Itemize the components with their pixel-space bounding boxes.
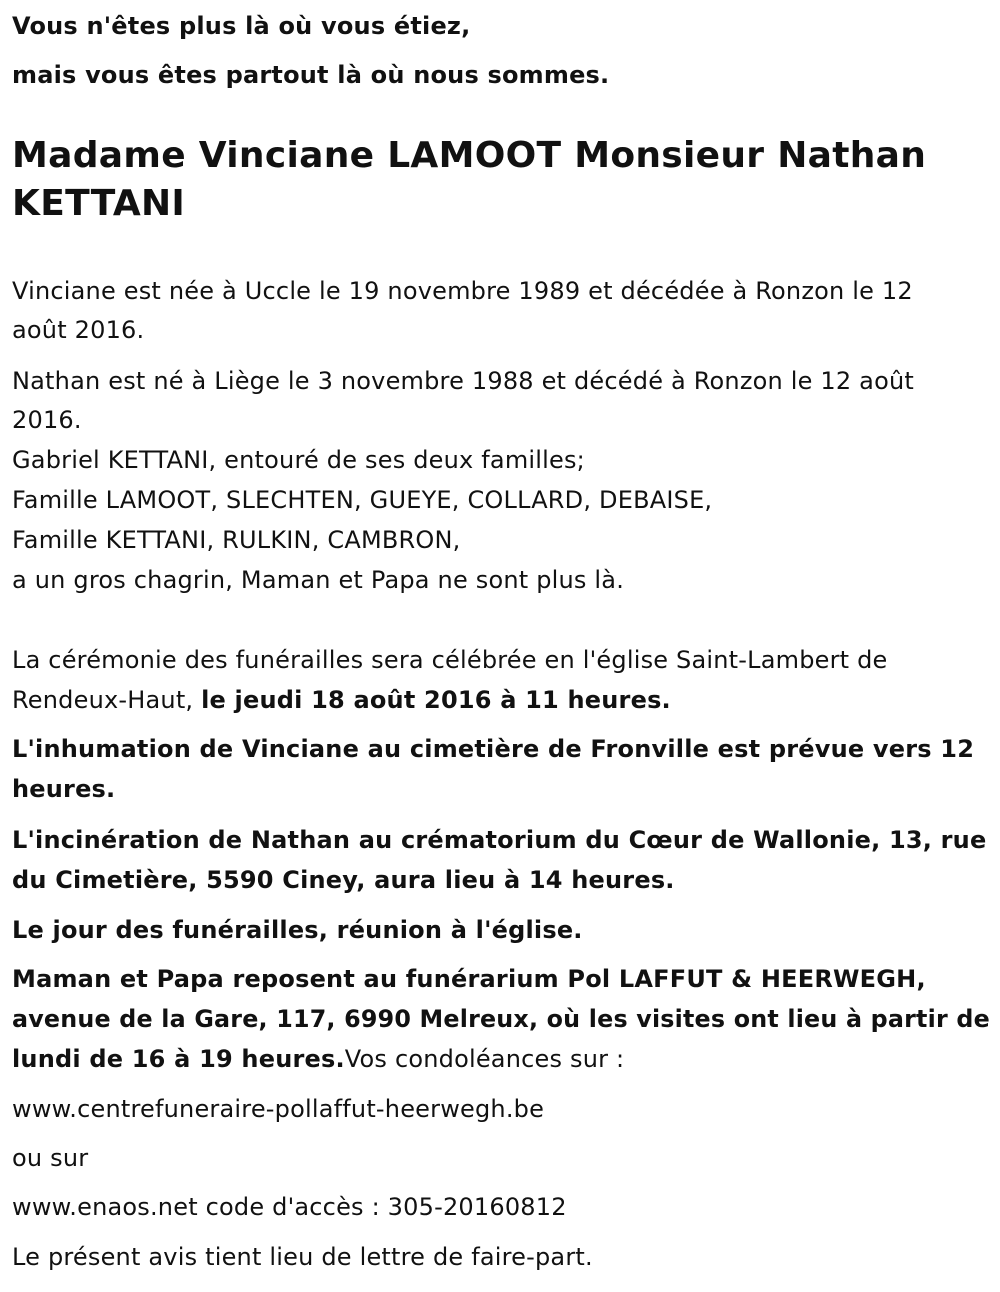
condolences-label: Vos condoléances sur : (344, 1045, 625, 1073)
condolences-or: ou sur (12, 1144, 89, 1172)
footer-note: Le présent avis tient lieu de lettre de faire-part. (12, 1243, 593, 1271)
nathan-birth-death-line-1: Nathan est né à Liège le 3 novembre 1988 et décédé à Ronzon le 12 août (12, 367, 914, 395)
burial-line-2: heures. (12, 775, 116, 803)
burial-line-1: L'inhumation de Vinciane au cimetière de Fronville est prévue vers 12 (12, 735, 975, 763)
meeting-note: Le jour des funérailles, réunion à l'église. (12, 916, 583, 944)
funerarium-line-3 (12, 1039, 624, 1079)
ceremony-line-2 (12, 680, 671, 720)
family-line-4: a un gros chagrin, Maman et Papa ne sont plus là. (12, 566, 625, 594)
visiting-hours: lundi de 16 à 19 heures. (12, 1045, 345, 1073)
condolences-link-2[interactable]: www.enaos.net code d'accès : 305-20160812 (12, 1193, 567, 1221)
family-line-1: Gabriel KETTANI, entouré de ses deux familles; (12, 446, 585, 474)
epigraph-line-2: mais vous êtes partout là où nous sommes. (12, 61, 610, 89)
epigraph-line-1: Vous n'êtes plus là où vous étiez, (12, 12, 471, 40)
vinciane-birth-death-line-2: août 2016. (12, 316, 145, 344)
page-title-line-2: KETTANI (12, 183, 186, 224)
ceremony-location: Rendeux-Haut, (12, 686, 202, 714)
nathan-birth-death-line-2: 2016. (12, 406, 82, 434)
page-title-line-1: Madame Vinciane LAMOOT Monsieur Nathan (12, 135, 927, 176)
funerarium-line-1: Maman et Papa reposent au funérarium Pol LAFFUT & HEERWEGH, (12, 965, 926, 993)
ceremony-line-1: La cérémonie des funérailles sera célébrée en l'église Saint-Lambert de (12, 646, 888, 674)
funerarium-line-2: avenue de la Gare, 117, 6990 Melreux, où les visites ont lieu à partir de (12, 1005, 990, 1033)
condolences-link-1[interactable]: www.centrefuneraire-pollaffut-heerwegh.be (12, 1095, 545, 1123)
vinciane-birth-death-line-1: Vinciane est née à Uccle le 19 novembre 1989 et décédée à Ronzon le 12 (12, 277, 913, 305)
ceremony-date: le jeudi 18 août 2016 à 11 heures. (201, 686, 671, 714)
family-line-3: Famille KETTANI, RULKIN, CAMBRON, (12, 526, 461, 554)
cremation-line-2: du Cimetière, 5590 Ciney, aura lieu à 14 heures. (12, 866, 675, 894)
cremation-line-1: L'incinération de Nathan au crématorium du Cœur de Wallonie, 13, rue (12, 826, 987, 854)
family-line-2: Famille LAMOOT, SLECHTEN, GUEYE, COLLARD, DEBAISE, (12, 486, 713, 514)
